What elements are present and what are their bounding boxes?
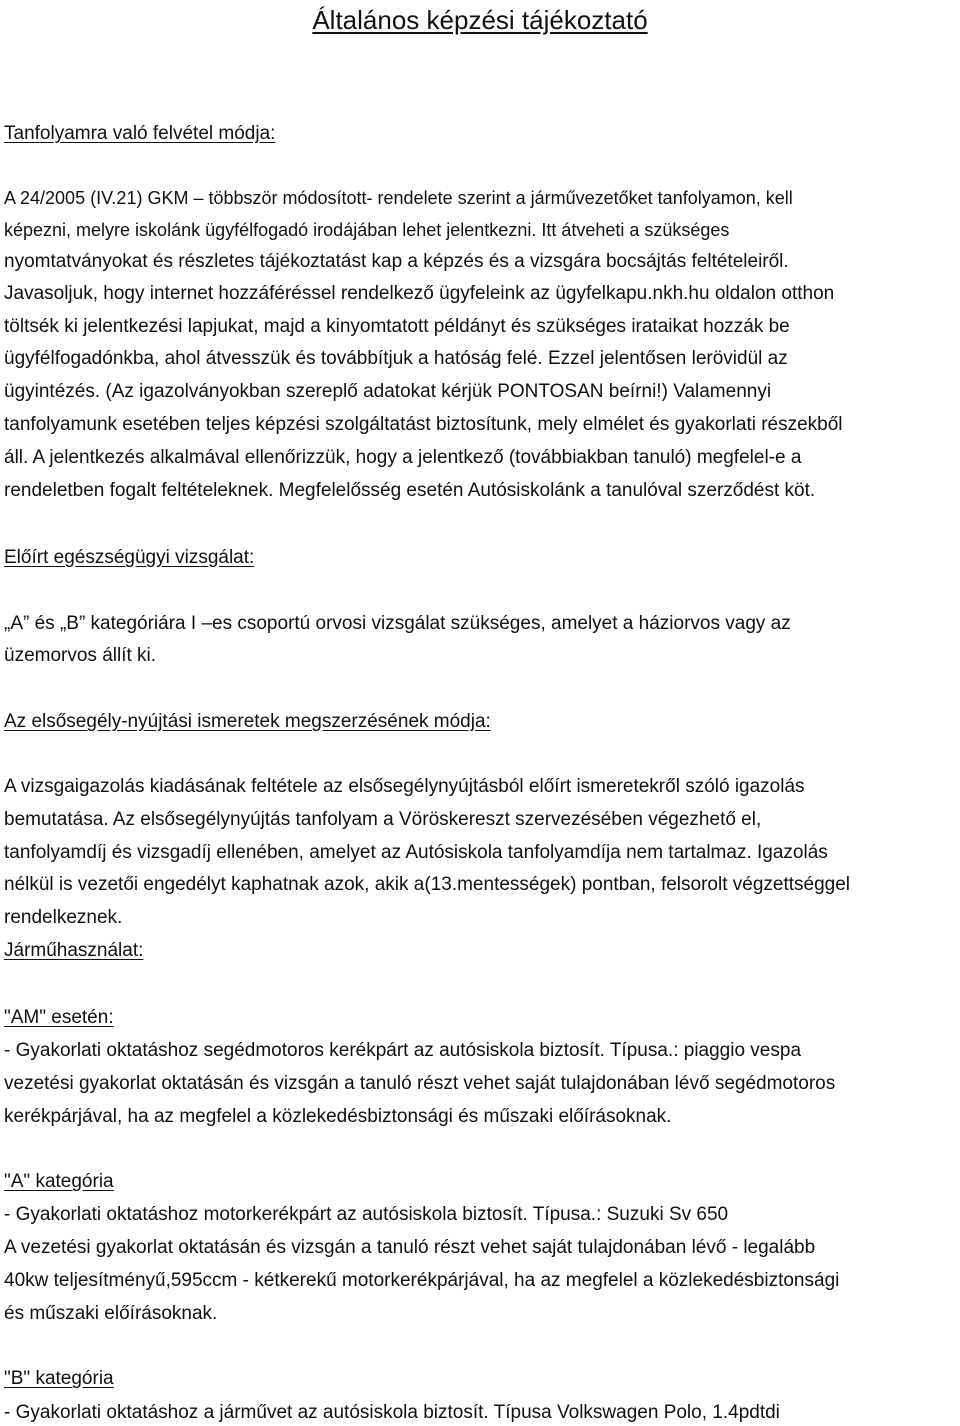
am-line: vezetési gyakorlat oktatásán és vizsgán a tanuló részt vehet saját tulajdonában lévő segédmotoros	[4, 1073, 836, 1094]
b-category-heading: "B" kategória	[4, 1368, 114, 1389]
a-category-line: és műszaki előírásoknak.	[4, 1303, 218, 1324]
enrollment-line: rendeletben fogalt feltételeknek. Megfelelősség esetén Autósiskolánk a tanulóval szerződést köt.	[4, 480, 816, 501]
first-aid-heading: Az elsősegély-nyújtási ismeretek megszerzésének módja:	[4, 711, 491, 732]
first-aid-line: tanfolyamdíj és vizsgadíj ellenében, amelyet az Autósiskola tanfolyamdíja nem tartalmaz. Igazolás	[4, 842, 828, 863]
am-line: - Gyakorlati oktatáshoz segédmotoros kerékpárt az autósiskola biztosít. Típusa.: piaggio vespa	[4, 1040, 802, 1061]
enrollment-line: tanfolyamunk esetében teljes képzési szolgáltatást biztosítunk, mely elmélet és gyakorlati részekből	[4, 414, 843, 435]
enrollment-line: áll. A jelentkezés alkalmával ellenőrizzük, hogy a jelentkező (továbbiakban tanuló) megfelel-e a	[4, 447, 802, 468]
page-title: Általános képzési tájékoztató	[312, 5, 648, 35]
enrollment-line: A 24/2005 (IV.21) GKM – többször módosított- rendelete szerint a járművezetőket tanfolyamon, kell	[4, 188, 793, 208]
a-category-line: A vezetési gyakorlat oktatásán és vizsgán a tanuló részt vehet saját tulajdonában lévő - legalább	[4, 1237, 816, 1258]
first-aid-line: rendelkeznek.	[4, 907, 123, 928]
enrollment-line: képezni, melyre iskolánk ügyfélfogadó irodájában lehet jelentkezni. Itt átveheti a szükséges	[4, 220, 730, 240]
health-heading: Előírt egészségügyi vizsgálat:	[4, 547, 255, 568]
first-aid-line: A vizsgaigazolás kiadásának feltétele az elsősegélynyújtásból előírt ismeretekről szóló igazolás	[4, 776, 805, 797]
health-line: üzemorvos állít ki.	[4, 645, 157, 666]
b-category-line: - Gyakorlati oktatáshoz a járművet az autósiskola biztosít. Típusa Volkswagen Polo, 1.4pdtdi	[4, 1402, 780, 1423]
enrollment-heading: Tanfolyamra való felvétel módja:	[4, 123, 276, 144]
first-aid-line: nélkül is vezetői engedélyt kaphatnak azok, akik a(13.mentességek) pontban, felsorolt végzettséggel	[4, 874, 851, 895]
enrollment-line: nyomtatványokat és részletes tájékoztatást kap a képzés és a vizsgára bocsájtás feltételeiről.	[4, 251, 789, 272]
am-heading: "AM" esetén:	[4, 1007, 114, 1028]
a-category-heading: "A" kategória	[4, 1171, 114, 1192]
first-aid-line: bemutatása. Az elsősegélynyújtás tanfolyam a Vöröskereszt szervezésében végezhető el,	[4, 809, 762, 830]
a-category-line: - Gyakorlati oktatáshoz motorkerékpárt az autósiskola biztosít. Típusa.: Suzuki Sv 650	[4, 1204, 729, 1225]
a-category-line: 40kw teljesítményű,595ccm - kétkerekű motorkerékpárjával, ha az megfelel a közlekedésbiztonsági	[4, 1270, 840, 1291]
enrollment-line: töltsék ki jelentkezési lapjukat, majd a kinyomtatott példányt és szükséges irataikat hozzák be	[4, 316, 790, 337]
health-line: „A” és „B” kategóriára I –es csoportú orvosi vizsgálat szükséges, amelyet a háziorvos vagy az	[4, 613, 791, 634]
enrollment-line: ügyfélfogadónkba, ahol átvesszük és továbbítjuk a hatóság felé. Ezzel jelentősen lerövidül az	[4, 348, 788, 369]
am-line: kerékpárjával, ha az megfelel a közlekedésbiztonsági és műszaki előírásoknak.	[4, 1106, 672, 1127]
vehicle-heading: Járműhasználat:	[4, 940, 144, 961]
enrollment-line: Javasoljuk, hogy internet hozzáféréssel rendelkező ügyfeleink az ügyfelkapu.nkh.hu oldalon otthon	[4, 283, 835, 304]
enrollment-line: ügyintézés. (Az igazolványokban szereplő adatokat kérjük PONTOSAN beírni!) Valamennyi	[4, 381, 772, 402]
